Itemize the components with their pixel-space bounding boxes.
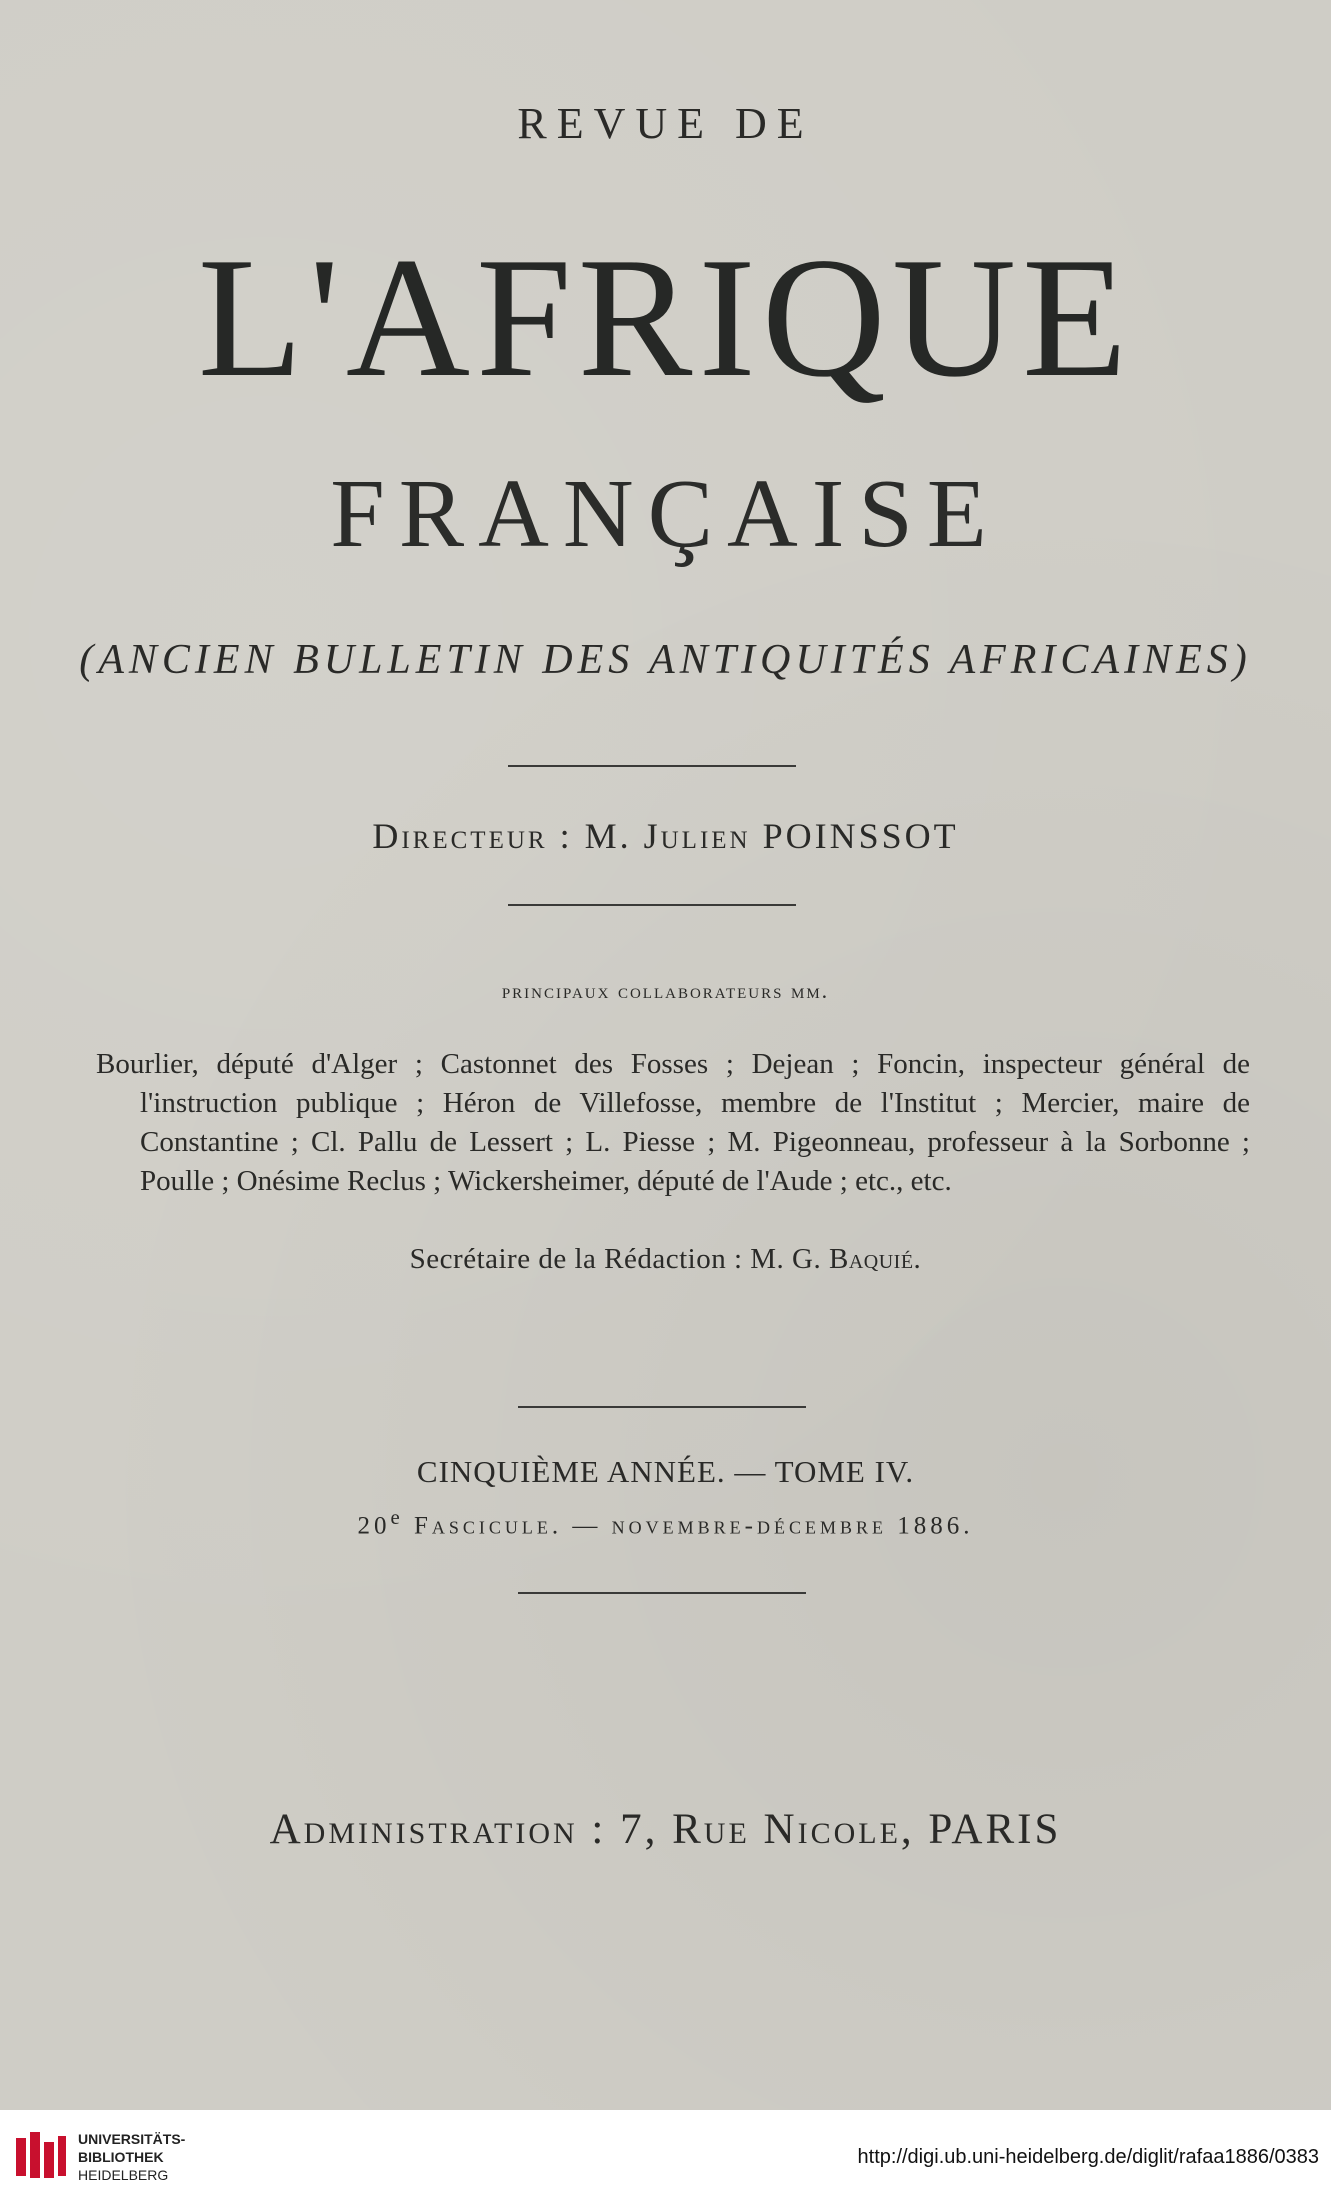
subtitle: (ANCIEN BULLETIN DES ANTIQUITÉS AFRICAINES) — [79, 637, 1252, 683]
title-line-afrique: L'AFRIQUE — [197, 223, 1134, 413]
directeur-label: Directeur — [372, 816, 548, 856]
fascicule-label: Fascicule. — [413, 1512, 563, 1540]
collaborateurs-heading: principaux collaborateurs mm. — [501, 978, 830, 1003]
fascicule-date: — novembre-décembre 1886. — [572, 1512, 974, 1540]
directeur-name: M. Julien — [584, 816, 751, 856]
annee-tome: CINQUIÈME ANNÉE. — TOME IV. — [416, 1454, 915, 1489]
title-line-francaise: FRANÇAISE — [330, 460, 1001, 568]
fascicule-superscript: e — [390, 1505, 404, 1529]
directeur-line — [0, 815, 1331, 857]
collaborateurs-list — [96, 1045, 1250, 1201]
divider-rule — [518, 1406, 806, 1408]
fascicule-line — [0, 1505, 1331, 1540]
secretaire-label: Secrétaire de la Rédaction : M. G. — [409, 1243, 822, 1275]
divider-rule — [518, 1592, 806, 1594]
collaborateurs-text: Bourlier, député d'Alger ; Castonnet des Fosses ; Dejean ; Foncin, inspecteur général de l'instruction publique ; Héron de Villefosse, membre de l'Institut ; Mercier, maire de Constantine ; Cl. Pallu de Lessert ; L. Piesse ; M. Pigeonneau, professeur à la Sorbonne ; Poulle ; Onésime Reclus ; Wickersheimer, député de l'Aude ; etc., etc. — [96, 1048, 1250, 1197]
directeur-separator: : — [547, 816, 585, 856]
library-name — [78, 2130, 185, 2184]
library-name-line1: UNIVERSITÄTS- — [78, 2131, 186, 2147]
secretaire-line — [0, 1243, 1331, 1276]
directeur-surname: POINSSOT — [762, 816, 959, 856]
library-name-line3: HEIDELBERG — [78, 2167, 169, 2183]
university-library-logo-icon — [12, 2128, 70, 2186]
title-line-revue-de: REVUE DE — [517, 99, 814, 148]
administration-line — [0, 1805, 1331, 1854]
secretaire-name: Baquié. — [829, 1243, 922, 1275]
divider-rule — [508, 765, 796, 767]
administration-address: : 7, Rue Nicole, — [577, 1806, 915, 1853]
administration-label: Administration — [269, 1806, 578, 1853]
divider-rule — [508, 904, 796, 906]
fascicule-number: 20 — [357, 1512, 391, 1540]
administration-city: PARIS — [928, 1806, 1062, 1853]
library-name-line2: BIBLIOTHEK — [78, 2149, 164, 2165]
permalink-url[interactable]: http://digi.ub.uni-heidelberg.de/diglit/rafaa1886/0383 — [857, 2146, 1319, 2168]
footer-bar — [0, 2110, 1331, 2205]
